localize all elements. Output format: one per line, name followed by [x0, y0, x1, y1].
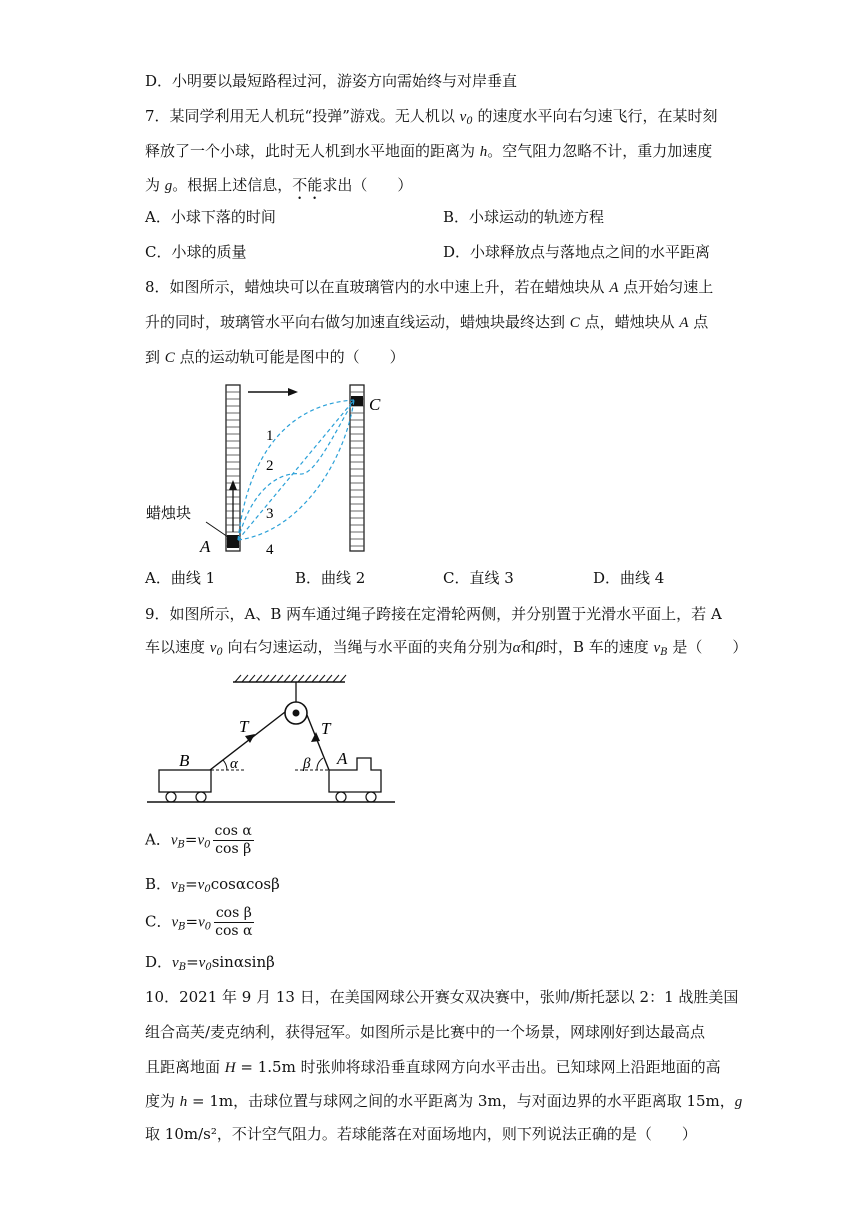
q9-option-a: A．$v_B=v_0$ $\frac{\text{cos α}}{\text{cos β}}$	[145, 823, 252, 857]
q10-stem-line2: 组合高芙/麦克纳利，获得冠军。如图所示是比赛中的一个场景，网球刚好到达最高点	[145, 1023, 706, 1041]
q10-stem-line1: 10．2021 年 9 月 13 日，在美国网球公开赛女双决赛中，张帅/斯托瑟以 2：1 战胜美国	[145, 988, 739, 1006]
q9-option-c: C．$v_B=v_0$ $\frac{\text{cos β}}{\text{cos α}}$	[145, 905, 253, 939]
q8-option-d: D．曲线 4	[593, 569, 665, 587]
ceiling-hatch	[284, 675, 290, 682]
q8-option-c: C．直线 3	[443, 569, 514, 587]
ceiling-hatch	[270, 675, 276, 682]
left-glass-tube	[226, 385, 240, 551]
ceiling-hatch	[340, 675, 346, 682]
q8-option-b: B．曲线 2	[295, 569, 366, 587]
q9-stem-line1: 9．如图所示，A、B 两车通过绳子跨接在定滑轮两侧，并分别置于光滑水平面上，若 A	[145, 605, 722, 623]
curve-label-3: 3	[266, 506, 274, 522]
ceiling-hatch	[305, 675, 311, 682]
ceiling-hatch	[298, 675, 304, 682]
q7-stem-line1: 7．某同学利用无人机玩“投弹”游戏。无人机以 $v_0$ 的速度水平向右匀速飞行，在某时刻	[145, 107, 718, 127]
ceiling-hatch	[242, 675, 248, 682]
beta-label: β	[303, 756, 311, 772]
curve-label-4: 4	[266, 542, 274, 557]
tension-arrow-right	[311, 732, 320, 742]
point-a-label: A	[200, 537, 211, 556]
candle-pointer-line	[206, 522, 228, 537]
q10-stem-line5: 取 10m/s²，不计空气阻力。若球能落在对面场地内，则下列说法正确的是（ ）	[145, 1125, 697, 1143]
q6-option-d: D．小明要以最短路程过河，游姿方向需始终与对岸垂直	[145, 72, 518, 90]
ceiling-hatch	[319, 675, 325, 682]
q7-option-d: D．小球释放点与落地点之间的水平距离	[443, 243, 711, 261]
q8-stem-line2: 升的同时，玻璃管水平向右做匀加速直线运动，蜡烛块最终达到 C 点，蜡烛块从 A 点	[145, 313, 709, 331]
q10-stem-line3: 且距离地面 H = 1.5m 时张帅将球沿垂直球网方向水平击出。已知球网上沿距地面的高	[145, 1058, 721, 1076]
tension-label-right: T	[321, 719, 331, 738]
candle-block-start	[227, 535, 239, 548]
q7-stem-line3: 为 g。根据上述信息，不能求出（ ）	[145, 176, 413, 194]
alpha-label: α	[230, 756, 238, 772]
q8-stem-line1: 8．如图所示，蜡烛块可以在直玻璃管内的水中速上升，若在蜡烛块从 A 点开始匀速上	[145, 278, 714, 296]
q8-candle-figure	[140, 382, 400, 557]
ceiling-hatch	[277, 675, 283, 682]
q7-option-c: C．小球的质量	[145, 243, 247, 261]
q8-stem-line3: 到 C 点的运动轨可能是图中的（ ）	[145, 348, 405, 366]
car-b	[159, 770, 211, 802]
q9-stem-line2: 车以速度 $v_0$ 向右匀速运动，当绳与水平面的夹角分别为α和β时，B 车的速度 $v_B$ 是（ ）	[145, 638, 748, 658]
q7-option-b: B．小球运动的轨迹方程	[443, 208, 605, 226]
curve-label-1: 1	[266, 428, 274, 444]
line-3	[238, 400, 354, 540]
ceiling-hatch	[312, 675, 318, 682]
ceiling-hatch	[291, 675, 297, 682]
tension-label-left: T	[239, 717, 249, 736]
car-b-label: B	[179, 751, 190, 770]
q9-option-d: D．$v_B=v_0\sin\alpha\sin\beta$	[145, 953, 275, 973]
q8-option-a: A．曲线 1	[145, 569, 216, 587]
q7-option-a: A．小球下落的时间	[145, 208, 276, 226]
trajectory-curves	[238, 400, 354, 540]
right-arrow	[248, 388, 298, 396]
q7-stem-line2: 释放了一个小球，此时无人机到水平地面的距离为 h。空气阻力忽略不计，重力加速度	[145, 142, 713, 160]
candle-label: 蜡烛块	[146, 504, 192, 522]
ceiling-hatch	[333, 675, 339, 682]
ceiling-hatch	[263, 675, 269, 682]
q10-stem-line4: 度为 h = 1m，击球位置与球网之间的水平距离为 3m，与对面边界的水平距离取 15m，g	[145, 1092, 743, 1110]
point-c-label: C	[369, 395, 381, 414]
ceiling-hatch	[256, 675, 262, 682]
curve-label-2: 2	[266, 458, 274, 474]
q9-option-b: B．$v_B=v_0\cos\alpha\cos\beta$	[145, 875, 280, 895]
q9-pulley-figure	[145, 672, 405, 812]
ceiling	[233, 675, 346, 682]
ceiling-hatch	[235, 675, 241, 682]
ceiling-hatch	[326, 675, 332, 682]
emphasis-text: 不能	[292, 176, 323, 194]
car-a-label: A	[337, 749, 348, 768]
ceiling-hatch	[249, 675, 255, 682]
